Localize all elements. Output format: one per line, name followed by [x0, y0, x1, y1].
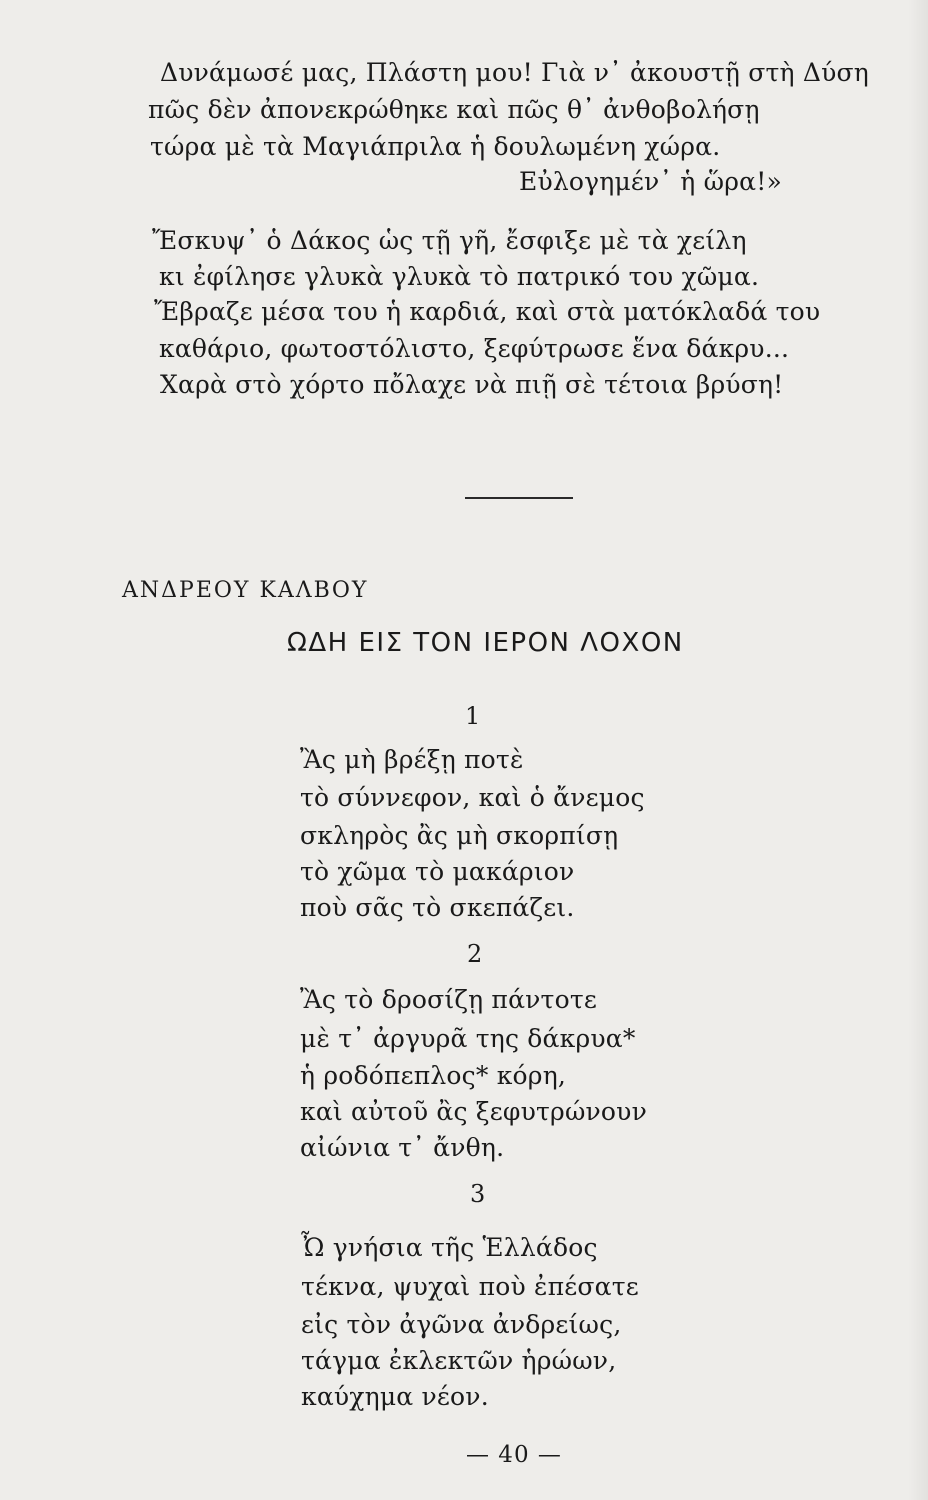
- stanza-line: Ἂς τὸ δροσίζῃ πάντοτε: [300, 985, 598, 1014]
- page-number: — 40 —: [466, 1442, 562, 1468]
- poem-line: Ἔσκυψ᾽ ὁ Δάκος ὡς τῇ γῆ, ἔσφιξε μὲ τὰ χείλη: [152, 226, 747, 255]
- stanza-number: 2: [467, 940, 483, 968]
- poem-line: πῶς δὲν ἀπονεκρώθηκε καὶ πῶς θ᾽ ἀνθοβολήσῃ: [148, 95, 760, 124]
- stanza-line: καὶ αὐτοῦ ἂς ξεφυτρώνουν: [300, 1097, 647, 1126]
- poem-line: Ἔβραζε μέσα του ἡ καρδιά, καὶ στὰ ματόκλαδά του: [154, 297, 821, 326]
- page-edge-shadow: [908, 0, 928, 1500]
- author-heading: ΑΝΔΡΕΟΥ ΚΑΛΒΟΥ: [122, 578, 369, 603]
- stanza-line: τὸ σύννεφον, καὶ ὁ ἄνεμος: [300, 783, 645, 812]
- stanza-line: σκληρὸς ἂς μὴ σκορπίσῃ: [300, 821, 619, 850]
- stanza-line: τὸ χῶμα τὸ μακάριον: [300, 857, 575, 886]
- stanza-line: αἰώνια τ᾽ ἄνθη.: [300, 1133, 505, 1162]
- stanza-line: ἡ ροδόπεπλος* κόρη,: [300, 1061, 567, 1090]
- poem-line: τώρα μὲ τὰ Μαγιάπριλα ἡ δουλωμένη χώρα.: [150, 132, 721, 161]
- section-divider: [465, 497, 573, 499]
- stanza-line: καύχημα νέον.: [301, 1382, 489, 1411]
- stanza-line: τέκνα, ψυχαὶ ποὺ ἐπέσατε: [301, 1272, 639, 1301]
- poem-line: καθάριο, φωτοστόλιστο, ξεφύτρωσε ἕνα δάκρυ...: [159, 334, 790, 363]
- poem-line: Δυνάμωσέ μας, Πλάστη μου! Γιὰ ν᾽ ἀκουστῇ στὴ Δύση: [160, 58, 869, 87]
- poem-title: ΩΔΗ ΕΙΣ ΤΟΝ ΙΕΡΟΝ ΛΟΧΟΝ: [287, 628, 684, 658]
- stanza-line: ποὺ σᾶς τὸ σκεπάζει.: [300, 893, 575, 922]
- stanza-line: Ἂς μὴ βρέξῃ ποτὲ: [300, 745, 524, 774]
- stanza-line: Ὦ γνήσια τῆς Ἑλλάδος: [301, 1233, 598, 1262]
- poem-line: Εὐλογημέν᾽ ἡ ὥρα!»: [519, 167, 782, 196]
- stanza-line: εἰς τὸν ἀγῶνα ἀνδρείως,: [301, 1310, 622, 1339]
- stanza-number: 3: [470, 1180, 486, 1208]
- stanza-line: μὲ τ᾽ ἀργυρᾶ της δάκρυα*: [300, 1024, 636, 1053]
- poem-line: Χαρὰ στὸ χόρτο πὄλαχε νὰ πιῇ σὲ τέτοια βρύση!: [160, 370, 784, 399]
- poem-line: κι ἐφίλησε γλυκὰ γλυκὰ τὸ πατρικό του χῶμα.: [159, 262, 760, 291]
- stanza-line: τάγμα ἐκλεκτῶν ἡρώων,: [301, 1346, 617, 1375]
- stanza-number: 1: [465, 702, 481, 730]
